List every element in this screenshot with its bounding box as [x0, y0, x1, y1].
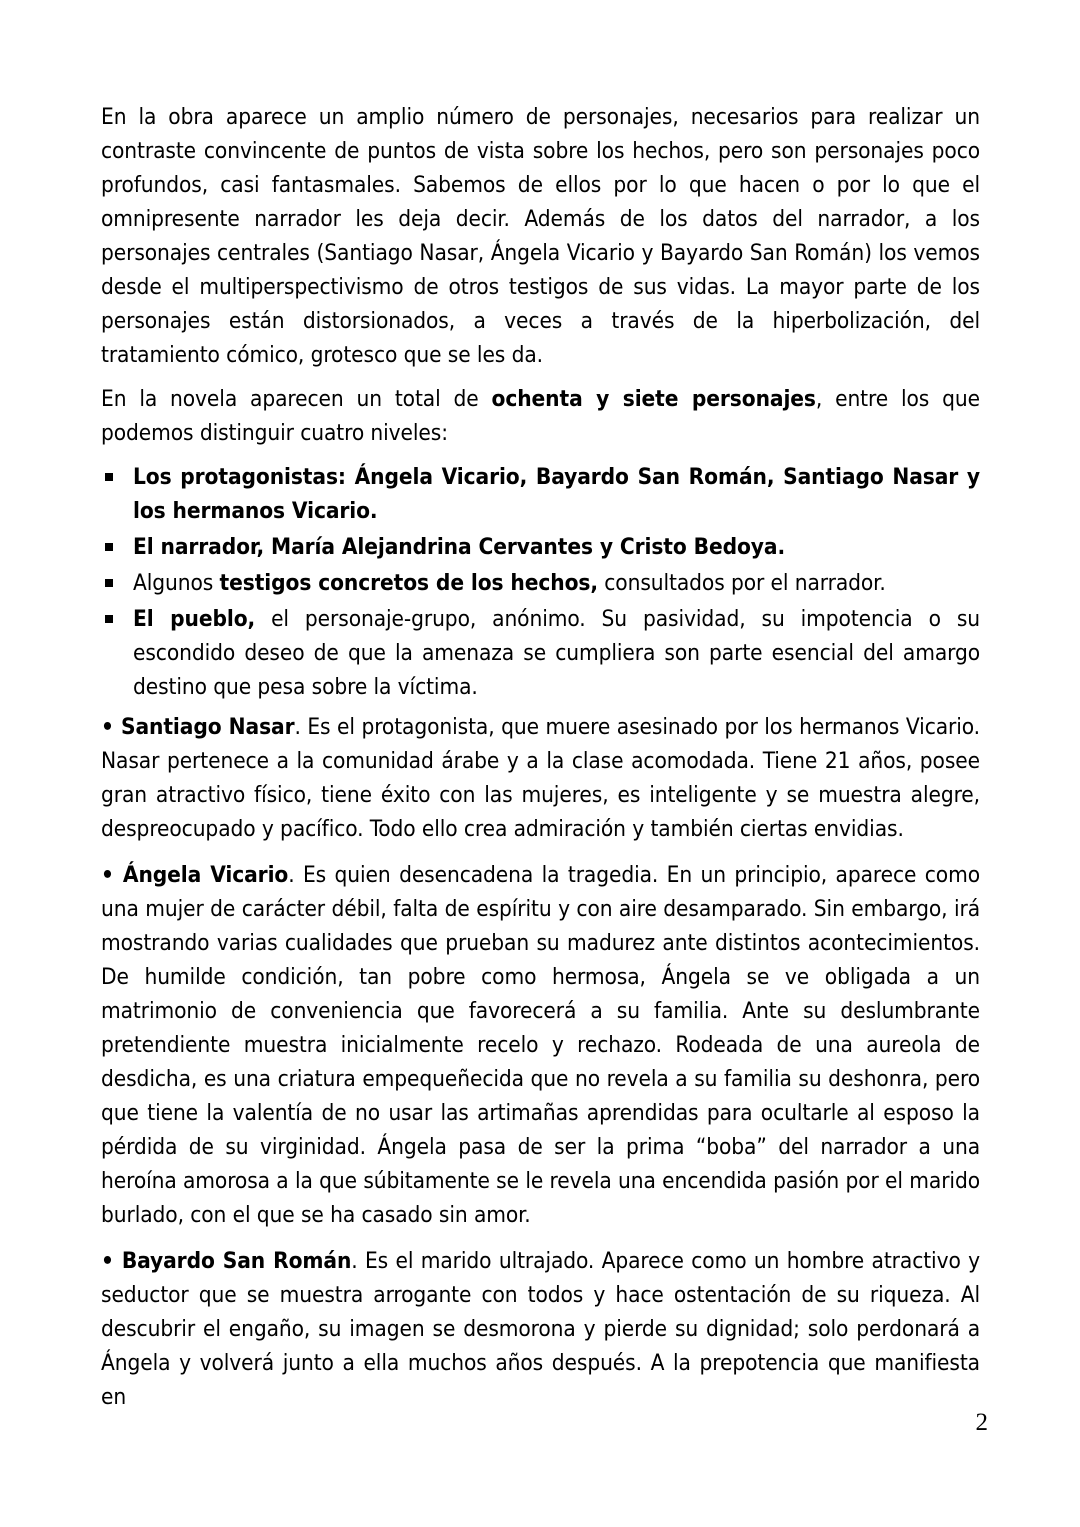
character-name: Santiago Nasar: [121, 714, 295, 740]
list-item-label: [133, 566, 980, 600]
levels-intro-paragraph: [101, 382, 980, 450]
levels-intro-bold: ochenta y siete personajes: [491, 386, 816, 412]
list-item-suffix: el personaje-grupo, anónimo. Su pasividad, su impotencia o su escondido deseo de que la amenaza se cumpliera son parte esencial del amargo destino que pesa sobre la víctima.: [133, 606, 980, 700]
list-item-label: Los protagonistas: Ángela Vicario, Bayardo San Román, Santiago Nasar y los hermanos Vicario.: [133, 464, 980, 524]
character-dot-icon: •: [101, 1248, 122, 1274]
list-item-prefix: Algunos: [133, 570, 220, 596]
levels-intro-text-2: , entre los que podemos distinguir cuatro niveles:: [101, 386, 980, 446]
square-bullet-icon: [105, 615, 113, 623]
document-body: [101, 100, 980, 1426]
character-description: . Es el marido ultrajado. Aparece como un hombre atractivo y seductor que se muestra arrogante con todos y hace ostentación de su riqueza. Al descubrir el engaño, su imagen se desmorona y pierde su dignidad; solo perdonará a Ángela y volverá junto a ella muchos años después. A la prepotencia que manifiesta en: [101, 1248, 980, 1410]
character-description: . Es quien desencadena la tragedia. En un principio, aparece como una mujer de carácter débil, falta de espíritu y con aire desamparado. Sin embargo, irá mostrando varias cualidades que prueban su madurez ante distintos acontecimientos. De humilde condición, tan pobre como hermosa, Ángela se ve obligada a un matrimonio de conveniencia que favorecerá a su familia. Ante su deslumbrante pretendiente muestra inicialmente recelo y rechazo. Rodeada de una aureola de desdicha, es una criatura empequeñecida que no revela a su familia su deshonra, pero que tiene la valentía de no usar las artimañas aprendidas para ocultarle al esposo la pérdida de su virginidad. Ángela pasa de ser la prima “boba” del narrador a una heroína amorosa a la que súbitamente se le revela una encendida pasión por el marido burlado, con el que se ha casado sin amor.: [101, 862, 980, 1228]
list-item-label: El narrador, María Alejandrina Cervantes y Cristo Bedoya.: [133, 534, 786, 560]
character-paragraph-angela-vicario: [101, 858, 980, 1232]
character-name: Ángela Vicario: [122, 862, 289, 888]
page-number: 2: [975, 1409, 988, 1436]
list-item-bold: testigos concretos de los hechos,: [219, 570, 598, 596]
character-paragraph-bayardo-san-roman: [101, 1244, 980, 1414]
levels-intro-text-1: En la novela aparecen un total de: [101, 386, 492, 412]
square-bullet-icon: [105, 473, 113, 481]
character-description: . Es el protagonista, que muere asesinado por los hermanos Vicario. Nasar pertenece a la comunidad árabe y a la clase acomodada. Tiene 21 años, posee gran atractivo físico, tiene éxito con las mujeres, es inteligente y se muestra alegre, despreocupado y pacífico. Todo ello crea admiración y también ciertas envidias.: [101, 714, 980, 842]
square-bullet-icon: [105, 579, 113, 587]
character-paragraph-santiago-nasar: [101, 710, 980, 846]
intro-paragraph: En la obra aparece un amplio número de personajes, necesarios para realizar un contraste convincente de puntos de vista sobre los hechos, pero son personajes poco profundos, casi fantasmales. Sabemos de ellos por lo que hacen o por lo que el omnipresente narrador les deja decir. Además de los datos del narrador, a los personajes centrales (Santiago Nasar, Ángela Vicario y Bayardo San Román) los vemos desde el multiperspectivismo de otros testigos de sus vidas. La mayor parte de los personajes están distorsionados, a veces a través de la hiperbolización, del tratamiento cómico, grotesco que se les da.: [101, 104, 980, 368]
list-item: [101, 602, 980, 704]
character-name: Bayardo San Román: [121, 1248, 352, 1274]
square-bullet-icon: [105, 543, 113, 551]
list-item: [101, 530, 980, 564]
character-dot-icon: •: [101, 714, 121, 740]
list-item-suffix: consultados por el narrador.: [597, 570, 886, 596]
list-item: [101, 566, 980, 600]
list-item-label: [133, 602, 980, 704]
list-item-bold: El pueblo,: [133, 606, 256, 632]
character-dot-icon: •: [101, 862, 123, 888]
levels-bullet-list: [101, 460, 980, 704]
list-item: [101, 460, 980, 528]
